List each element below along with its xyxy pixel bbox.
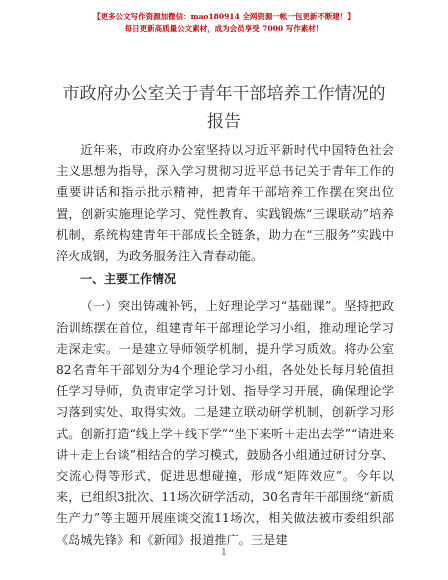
document-body [56, 140, 394, 551]
section-heading: 一、主要工作情况 [80, 272, 177, 287]
intro-paragraph: 近年来，市政府办公室坚持以习近平新时代中国特色社会主义思想为指导，深入学习贯彻习近平总书记关于青年工作的重要讲话和指示批示精神，把青年干部培养工作摆在突出位置，创新实施理论学习、党性教育、实践锻炼“三课联动”培养机制，系统构建青年干部成长全链条，助力在“三服务”实践中淬火成钢，为政务服务注入青春动能。 [56, 143, 394, 264]
promo-banner-line-2: 每日更新高质量公文素材，成为会员享受 7000 写作素材！ [124, 24, 324, 33]
promo-banner-line-1: 【更多公文写作资源加微信：mao180914 全网资源一帐一包更新不断建！】 [93, 12, 355, 21]
page-number: 1 [221, 548, 227, 558]
body-paragraph: （一）突出铸魂补钙，上好理论学习“基础课”。坚持把政治训练摆在首位，组建青年干部理论学习小组，推动理论学习走深走实。一是建立导师领学机制，提升学习质效。将办公室82名青年干部划分为4个理论学习小组，各处处长每月轮值担任学习导师，负责审定学习计划、指导学习开展，确保理论学习落到实处、取得实效。二是建立联动研学机制，创新学习形式。创新打造“线上学＋线下学”“坐下来听＋走出去学”“请进来讲＋走上台谈”相结合的学习模式，鼓励各小组通过研讨分享、交流心得等形式，促进思想碰撞，形成“矩阵效应”。今年以来，已组织3批次、11场次研学活动，30名青年干部围绕“新质生产力”等主题开展座谈交流11场次，相关做法被市委组织部《岛城先锋》和《新闻》报道推广。三是建 [56, 299, 394, 547]
document-title: 市政府办公室关于青年干部培养工作情况的报告 [62, 84, 386, 132]
